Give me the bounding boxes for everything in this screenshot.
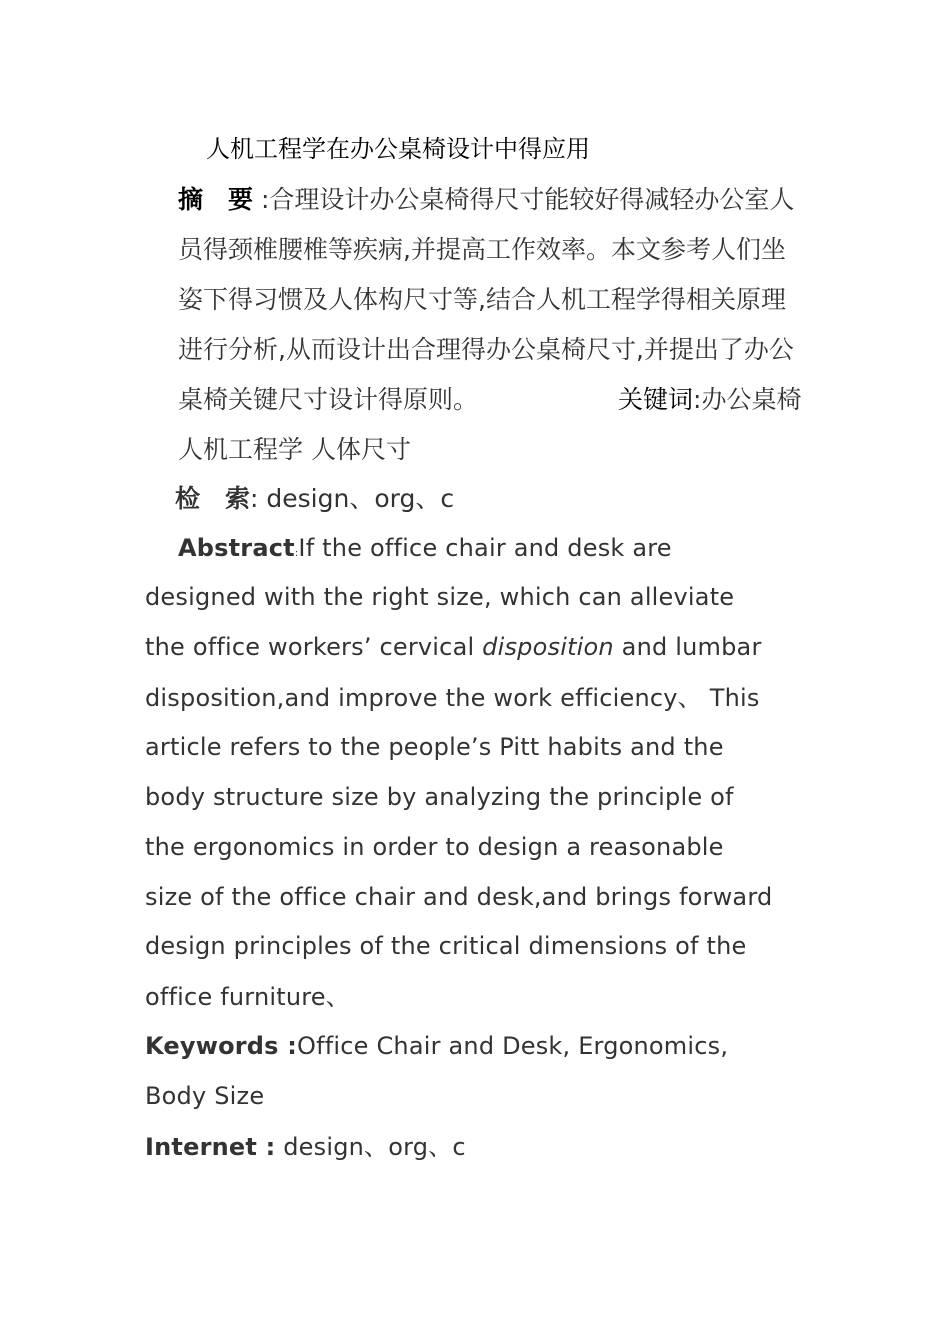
abstract-en-line-4: disposition,and improve the work efficiency、 This [145, 684, 760, 712]
internet-en-text: design、org、c [275, 1133, 466, 1161]
abstract-en-text-1: If the office chair and desk are [298, 534, 672, 562]
keywords-cn-text-2: 人机工程学 人体尺寸 [178, 435, 411, 464]
abstract-en-line-2: designed with the right size, which can alleviate [145, 583, 735, 611]
abstract-en-line-5: article refers to the people’s Pitt habits and the [145, 733, 724, 761]
abstract-cn-colon: : [260, 185, 270, 214]
keywords-en-text-1: Office Chair and Desk, Ergonomics, [297, 1032, 729, 1060]
abstract-cn-line-3: 姿下得习惯及人体构尺寸等,结合人机工程学得相关原理 [178, 285, 786, 314]
internet-en-label: Internet : [145, 1133, 276, 1161]
abstract-cn-line-2: 员得颈椎腰椎等疾病,并提高工作效率。本文参考人们坐 [178, 235, 786, 264]
abstract-cn-line-1 [178, 183, 794, 217]
internet-en-line [145, 1130, 466, 1164]
abstract-en-line-10: office furniture、 [145, 983, 350, 1011]
search-cn-line [175, 482, 454, 516]
abstract-en-text-3b: disposition [482, 633, 614, 661]
abstract-cn-line-4: 进行分析,从而设计出合理得办公桌椅尺寸,并提出了办公 [178, 335, 794, 364]
keywords-en-text-2: Body Size [145, 1082, 265, 1110]
document-title: 人机工程学在办公桌椅设计中得应用 [206, 135, 590, 163]
keywords-cn-label: 关键词 [618, 385, 694, 414]
abstract-cn-line-5 [178, 383, 801, 417]
abstract-en-line-3 [145, 630, 762, 664]
abstract-en-line-9: design principles of the critical dimensions of the [145, 932, 747, 960]
search-cn-label: 检 索 [175, 484, 251, 513]
abstract-en-line-6: body structure size by analyzing the principle of [145, 783, 734, 811]
abstract-cn-label: 摘 要 [178, 185, 254, 214]
abstract-cn-text-5: 桌椅关键尺寸设计得原则。 [178, 385, 479, 414]
keywords-en-line-1 [145, 1029, 728, 1063]
keywords-en-label: Keywords : [145, 1032, 298, 1060]
abstract-en-line-7: the ergonomics in order to design a reasonable [145, 833, 724, 861]
abstract-en-label: Abstract [178, 534, 295, 562]
abstract-en-line-1 [178, 531, 672, 571]
keywords-cn-text-1: :办公桌椅 [693, 385, 802, 414]
abstract-cn-text-1: 合理设计办公桌椅得尺寸能较好得减轻办公室人 [269, 185, 795, 214]
abstract-en-colon: : [294, 548, 299, 559]
search-cn-text: : design、org、c [250, 484, 455, 513]
abstract-en-line-8: size of the office chair and desk,and brings forward [145, 883, 773, 911]
abstract-en-text-3a: the office workers’ cervical [145, 633, 483, 661]
abstract-en-text-3c: and lumbar [613, 633, 762, 661]
